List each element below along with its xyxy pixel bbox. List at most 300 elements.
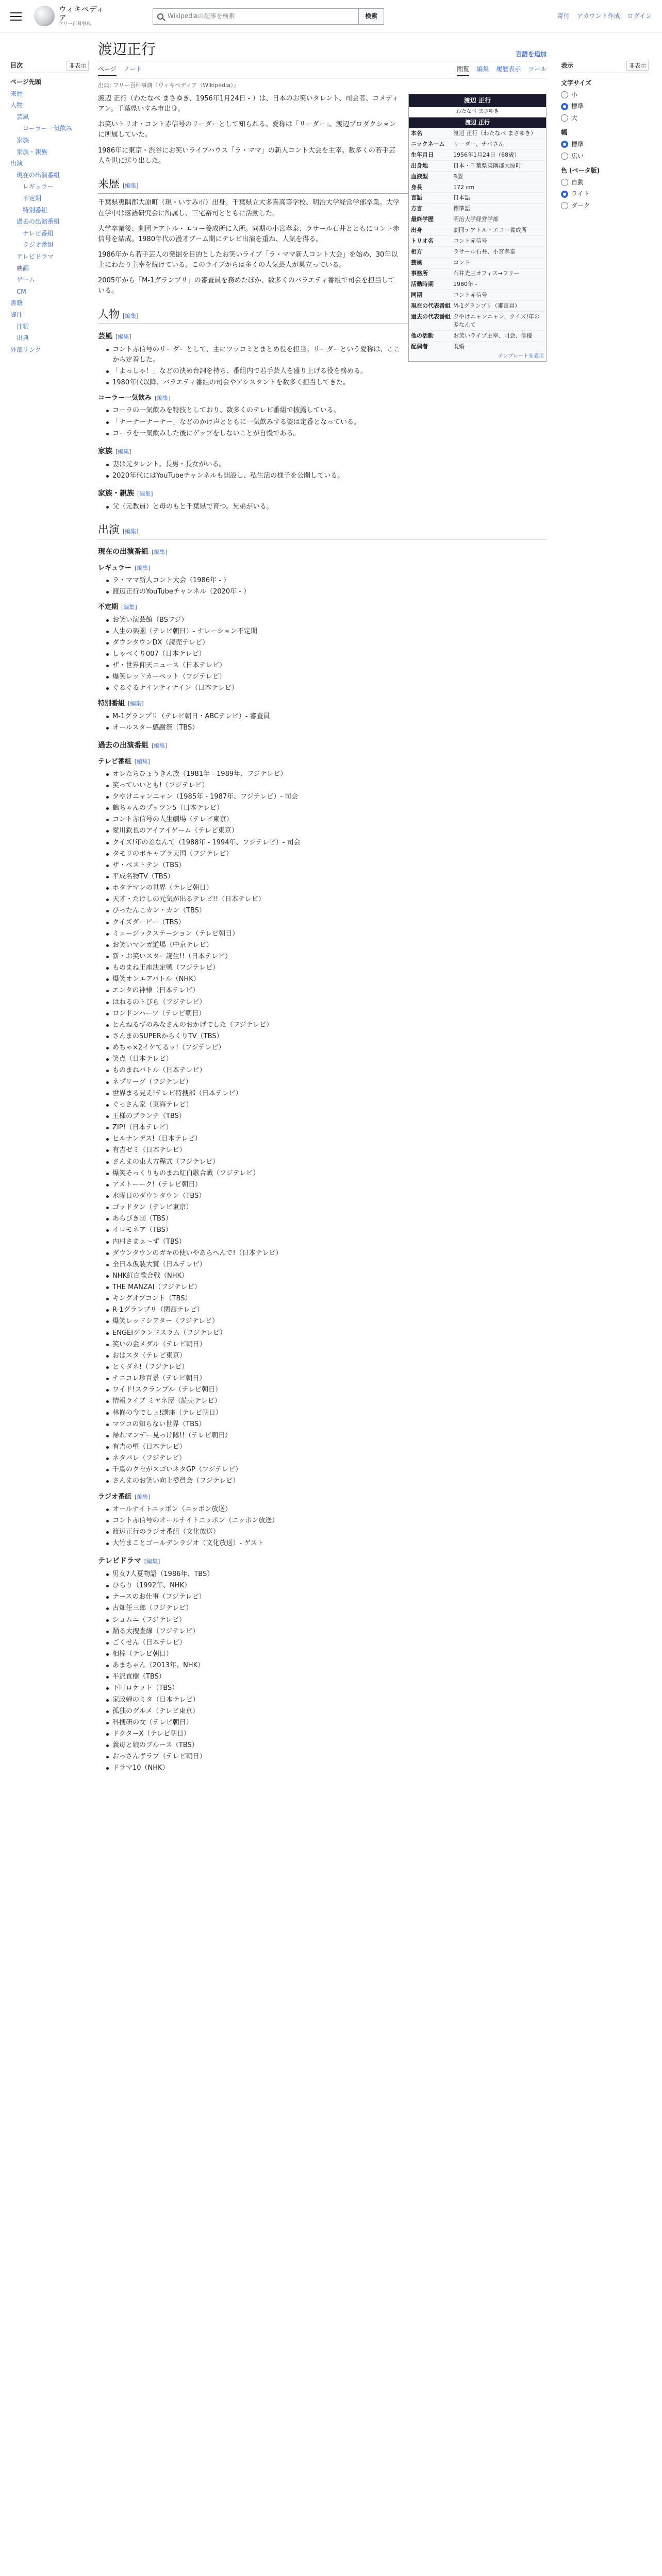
- search-input[interactable]: [153, 8, 359, 25]
- list-item: 相棒（テレビ朝日）: [106, 1649, 547, 1659]
- irregular-heading: [98, 602, 547, 613]
- lead-paragraph-2: お笑いトリオ・コント赤信号のリーダーとして知られる。愛称は「リーダー」。渡辺プロダクションに所属していた。: [98, 121, 396, 139]
- article-main: [89, 33, 547, 1778]
- list-item: 古畑任三郎（フジテレビ）: [106, 1603, 547, 1614]
- infobox-key: 芸風: [411, 259, 422, 266]
- toc-item-10[interactable]: 不定期: [23, 194, 42, 202]
- infobox-value: 既婚: [453, 343, 465, 350]
- edit-link-text[interactable]: 編集: [137, 564, 148, 571]
- infobox-row: [409, 268, 546, 279]
- kazoku-heading-text: 家族: [98, 447, 112, 455]
- list-item: おっさんずラブ（テレビ朝日）: [106, 1752, 547, 1762]
- infobox-key: 現在の代表番組: [411, 302, 451, 309]
- current-heading: [98, 547, 547, 558]
- list-item: 「ナーナーナーナー」などのかけ声とともに一気飲みする姿は定番となっている。: [106, 417, 547, 428]
- radio-button[interactable]: [561, 152, 568, 160]
- cola-list: [106, 405, 547, 438]
- infobox-value: 渡辺 正行（わたなべ まさゆき）: [453, 129, 536, 137]
- list-item: 情報ライブ ミヤネ屋（読売テレビ）: [106, 1396, 547, 1406]
- section-paragraph: 大学卒業後、劇団テアトル・エコー養成所に入所。同期の小宮孝泰、ラサール石井とともにコント赤信号を結成。1980年代の漫才ブーム期にテレビ出演を重ね、人気を得る。: [98, 225, 400, 243]
- width-option-0[interactable]: [561, 140, 649, 149]
- infobox-key: 同期: [411, 291, 422, 298]
- list-item: ナースのお仕事（フジテレビ）: [106, 1592, 547, 1602]
- radio-label: 広い: [571, 152, 584, 160]
- list-item: ぐっさん家（東海テレビ）: [106, 1100, 547, 1110]
- regular-heading-text: レギュラー: [98, 564, 132, 572]
- list-item: 全日本仮装大賞（日本テレビ）: [106, 1260, 547, 1270]
- toc-hide-button[interactable]: 非表示: [67, 61, 89, 71]
- drama-heading: [98, 1556, 547, 1567]
- list-item: お笑い演芸館（BSフジ）: [106, 615, 547, 625]
- infobox-key: 本名: [411, 129, 422, 137]
- list-item: とんねるずのみなさんのおかげでした（フジテレビ）: [106, 1020, 547, 1030]
- list-item: 妻は元タレント。長男・長女がいる。: [106, 460, 547, 470]
- infobox-value: 石井光三オフィス→フリー: [453, 270, 520, 277]
- list-item: お笑いマンガ道場（中京テレビ）: [106, 940, 547, 951]
- infobox: [408, 94, 547, 362]
- shinzoku-heading: [98, 488, 547, 500]
- list-item: 千鳥のクセがスゴいネタGP（フジテレビ）: [106, 1465, 547, 1475]
- list-item: ラ・ママ新人コント大会（1986年 - ）: [106, 575, 547, 586]
- edit-link-text[interactable]: 編集: [154, 549, 166, 556]
- radio-label: ライト: [571, 190, 590, 198]
- list-item: とくダネ!（フジテレビ）: [106, 1362, 547, 1372]
- person-heading-text: 人物: [98, 308, 120, 320]
- list-item: 男女7人夏物語（1986年、TBS）: [106, 1569, 547, 1580]
- radio-label: 小: [571, 91, 578, 98]
- list-item: 内村さまぁ〜ず（TBS）: [106, 1237, 547, 1247]
- edit-link[interactable]: [編集]: [155, 395, 171, 402]
- edit-link[interactable]: [編集]: [152, 742, 168, 749]
- list-item: 天才・たけしの元気が出るテレビ!!（日本テレビ）: [106, 894, 547, 905]
- list-item: ザ・世界仰天ニュース（日本テレビ）: [106, 660, 547, 671]
- color-option-0[interactable]: [561, 178, 649, 188]
- infobox-key: 出身: [411, 227, 422, 234]
- list-item: めちゃ×2イケてるッ!（フジテレビ）: [106, 1043, 547, 1053]
- cola-heading-text: コーラー一気飲み: [98, 394, 152, 402]
- page-tabs: [98, 61, 547, 79]
- toc-item-13[interactable]: テレビ番組: [23, 229, 54, 237]
- radio-label: 標準: [571, 141, 584, 148]
- user-links: [557, 11, 652, 21]
- logo-title: ウィキペディア: [58, 5, 104, 23]
- toc-item-17[interactable]: ゲーム: [16, 276, 36, 284]
- infobox-key: 活動時期: [411, 280, 434, 287]
- toc-item-9[interactable]: レギュラー: [23, 183, 54, 191]
- search-placeholder: Wikipediaの記事を検索: [168, 12, 235, 20]
- edit-link[interactable]: [編集]: [121, 604, 137, 611]
- list-item: オレたちひょうきん族（1981年 - 1989年、フジテレビ）: [106, 769, 547, 779]
- infobox-row: [409, 290, 546, 300]
- radio-heading: [98, 1492, 547, 1502]
- edit-link[interactable]: [編集]: [135, 564, 151, 571]
- infobox-value: 明治大学経営学部: [453, 216, 499, 223]
- list-item: 爆笑レッドカーペット（フジテレビ）: [106, 672, 547, 682]
- drama-list: [106, 1569, 547, 1774]
- source-note: 出典: フリー百科事典『ウィキペディア（Wikipedia）』: [98, 81, 239, 89]
- user-link-0[interactable]: 寄付: [557, 12, 570, 20]
- infobox-value: ラサール石井、小宮孝泰: [453, 248, 516, 256]
- list-item: ドクターX（テレビ朝日）: [106, 1729, 547, 1739]
- past-heading-text: 過去の出演番組: [98, 741, 148, 750]
- list-item: ENGEIグランドスラム（フジテレビ）: [106, 1328, 547, 1338]
- infobox-key: 血液型: [411, 173, 428, 180]
- list-item: 渡辺正行のラジオ番組（文化放送）: [106, 1527, 547, 1537]
- kazoku-list: [106, 460, 547, 481]
- list-item: 笑っていいとも!（フジテレビ）: [106, 781, 547, 791]
- edit-link[interactable]: [編集]: [144, 1558, 160, 1565]
- list-item: さんまのSUPERからくりTV（TBS）: [106, 1031, 547, 1042]
- wikipedia-globe-icon: [34, 6, 55, 26]
- appearance-panel: [561, 33, 649, 1778]
- list-item: ワイド!スクランブル（テレビ朝日）: [106, 1385, 547, 1395]
- past-heading: [98, 740, 547, 752]
- list-item: ネタパレ（フジテレビ）: [106, 1453, 547, 1464]
- special-heading: [98, 699, 547, 709]
- list-item: ZIP!（日本テレビ）: [106, 1123, 547, 1133]
- list-item: ものまねバトル（日本テレビ）: [106, 1065, 547, 1076]
- radio-label: ダーク: [571, 201, 590, 209]
- user-link-1[interactable]: アカウント作成: [576, 12, 620, 20]
- list-item: ドラマ10（NHK）: [106, 1763, 547, 1773]
- list-item: ダウンタウンのガキの使いやあらへんで!（日本テレビ）: [106, 1248, 547, 1259]
- list-item: オールスター感謝祭（TBS）: [106, 723, 547, 733]
- appearances-heading-text: 出演: [98, 523, 120, 536]
- infobox-value: リーダー、ナベさん: [453, 140, 504, 147]
- list-item: ゴッドタン（テレビ東京）: [106, 1202, 547, 1213]
- infobox-row: [409, 203, 546, 214]
- list-item: 帰れマンデー見っけ隊!!（テレビ朝日）: [106, 1431, 547, 1441]
- text-size-label: 文字サイズ: [561, 79, 592, 87]
- edit-link[interactable]: [編集]: [134, 758, 151, 765]
- list-item: 世界まる見え!テレビ特捜部（日本テレビ）: [106, 1089, 547, 1099]
- infobox-value: 日本語: [453, 194, 470, 201]
- toc-item-3[interactable]: 芸風: [16, 113, 29, 121]
- infobox-key: トリオ名: [411, 238, 434, 245]
- list-item: 下町ロケット（TBS）: [106, 1683, 547, 1693]
- width-option-1[interactable]: [561, 151, 649, 161]
- edit-link[interactable]: [編集]: [123, 182, 139, 189]
- infobox-row: [409, 128, 546, 139]
- lead-paragraph-3: 1986年に東京・渋谷にお笑いライブハウス「ラ・ママ」の新人コント大会を主宰。数多くの若手芸人を世に送り出した。: [98, 146, 395, 165]
- toc-item-6[interactable]: 家族・親族: [16, 148, 48, 156]
- toc-item-21[interactable]: 注釈: [16, 323, 29, 330]
- infobox-key: 相方: [411, 248, 422, 256]
- list-item: 水曜日のダウンタウン（TBS）: [106, 1191, 547, 1201]
- list-item: 爆笑オンエアバトル（NHK）: [106, 974, 547, 985]
- edit-link-text[interactable]: 編集: [130, 700, 142, 707]
- edit-link-text[interactable]: 編集: [154, 742, 166, 749]
- infobox-key: 最終学歴: [411, 216, 434, 223]
- infobox-row: [409, 279, 546, 290]
- edit-link[interactable]: [編集]: [115, 448, 131, 455]
- edit-link-text[interactable]: 編集: [123, 604, 135, 611]
- add-language-button[interactable]: 言語を追加: [515, 50, 547, 58]
- toc-item-19[interactable]: 書籍: [10, 299, 23, 307]
- list-item: 笑点（日本テレビ）: [106, 1054, 547, 1064]
- infobox-key: 配偶者: [411, 343, 428, 350]
- infobox-row: [409, 149, 546, 160]
- site-logo[interactable]: [34, 5, 111, 27]
- infobox-row: [409, 311, 546, 330]
- edit-link-text[interactable]: 編集: [146, 1558, 158, 1565]
- list-item: 笑いの金メダル（テレビ朝日）: [106, 1340, 547, 1350]
- shinzoku-heading-text: 家族・親族: [98, 489, 134, 498]
- toc-item-15[interactable]: テレビドラマ: [16, 252, 54, 260]
- list-item: マツコの知らない世界（TBS）: [106, 1419, 547, 1430]
- toc-item-1[interactable]: 来歴: [10, 90, 23, 97]
- list-item: 有吉ゼミ（日本テレビ）: [106, 1145, 547, 1156]
- radio-button[interactable]: [561, 114, 568, 122]
- search-icon: [157, 13, 163, 20]
- infobox-section: 渡辺 正行: [409, 117, 546, 128]
- toc-item-12[interactable]: 過去の出演番組: [16, 218, 60, 226]
- infobox-key: 過去の代表番組: [411, 313, 451, 320]
- menu-icon[interactable]: [10, 12, 22, 21]
- edit-link-text[interactable]: 編集: [139, 490, 151, 497]
- infobox-value: 夕やけニャンニャン、クイズ!年の差なんて: [453, 313, 540, 328]
- radio-button[interactable]: [561, 91, 568, 98]
- edit-link[interactable]: [編集]: [123, 312, 139, 319]
- toc-item-18[interactable]: CM: [16, 287, 26, 295]
- list-item: ショムニ（フジテレビ）: [106, 1615, 547, 1625]
- regular-heading: [98, 563, 547, 573]
- list-item: 王様のブランチ（TBS）: [106, 1111, 547, 1122]
- list-item: ぐるぐるナインティナイン（日本テレビ）: [106, 683, 547, 693]
- toc-sidebar: [10, 33, 89, 1778]
- tab-left-1[interactable]: ノート: [123, 65, 142, 73]
- infobox-value: 日本・千葉県夷隅郡大原町: [453, 162, 521, 169]
- list-item: はねるのトびら（フジテレビ）: [106, 997, 547, 1008]
- list-item: さんまの東大方程式（フジテレビ）: [106, 1157, 547, 1167]
- list-item: キングオブコント（TBS）: [106, 1294, 547, 1304]
- list-item: ロンドンハーツ（テレビ朝日）: [106, 1009, 547, 1019]
- infobox-row: [409, 171, 546, 182]
- tv-heading-text: テレビ番組: [98, 757, 131, 766]
- page-title: 渡辺正行: [98, 41, 156, 58]
- shinzoku-list: [106, 502, 547, 512]
- radio-heading-text: ラジオ番組: [98, 1493, 132, 1501]
- infobox-value: コント: [453, 259, 470, 266]
- edit-link-text[interactable]: 編集: [137, 758, 148, 765]
- infobox-row: [409, 330, 546, 341]
- geifu-list: [106, 345, 547, 388]
- search-form: [153, 8, 384, 25]
- lead-paragraph: 渡辺 正行（わたなべ まさゆき、1956年1月24日 - ）は、日本のお笑いタレント、司会者、コメディアン。千葉県いすみ市出身。: [98, 95, 399, 113]
- list-item: あらびき団（TBS）: [106, 1214, 547, 1224]
- section-paragraph: 千葉県夷隅郡大原町（現・いすみ市）出身。千葉県立大多喜高等学校、明治大学経営学部卒業。大学在学中は落語研究会に所属し、三宅裕司とともに活動した。: [98, 199, 400, 217]
- special-list: [106, 711, 547, 733]
- list-item: ダウンタウンDX（読売テレビ）: [106, 638, 547, 648]
- width-label: 幅: [561, 129, 568, 137]
- list-item: あまちゃん（2013年、NHK）: [106, 1660, 547, 1671]
- toc-item-2[interactable]: 人物: [10, 101, 23, 109]
- infobox-row: [409, 214, 546, 225]
- infobox-key: 事務所: [411, 270, 428, 277]
- toc-item-0[interactable]: ページ先頭: [10, 78, 41, 86]
- infobox-row: [409, 160, 546, 171]
- radio-button[interactable]: [561, 141, 568, 148]
- list-item: 義母と娘のブルース（TBS）: [106, 1740, 547, 1751]
- edit-link[interactable]: [編集]: [115, 333, 131, 341]
- tab-right-1[interactable]: 編集: [476, 65, 489, 73]
- list-item: さんまのお笑い向上委員会（フジテレビ）: [106, 1476, 547, 1486]
- user-link-2[interactable]: ログイン: [627, 12, 652, 20]
- list-item: 父（元教員）と母のもと千葉県で育つ。兄弟がいる。: [106, 502, 547, 512]
- infobox-value: 1956年1月24日（68歳）: [453, 151, 520, 158]
- color-option-2[interactable]: [561, 201, 649, 211]
- radio-button[interactable]: [561, 191, 568, 198]
- color-label: 色 (ベータ版): [561, 167, 600, 175]
- list-item: ミュージックステーション（テレビ朝日）: [106, 929, 547, 939]
- section-paragraph: 2005年から「M-1グランプリ」の審査員を務めたほか、数多くのバラエティ番組で司会を担当している。: [98, 277, 395, 295]
- article-content: [98, 94, 547, 1773]
- text-size-option-0[interactable]: [561, 90, 649, 100]
- radio-list: [106, 1504, 547, 1549]
- infobox-value: B型: [453, 173, 463, 180]
- edit-link-text[interactable]: 編集: [157, 395, 169, 402]
- list-item: クイズダービー（TBS）: [106, 918, 547, 928]
- edit-link-text[interactable]: 編集: [118, 333, 129, 341]
- geifu-heading-text: 芸風: [98, 332, 112, 341]
- list-item: コーラの一気飲みを特技としており、数多くのテレビ番組で披露している。: [106, 405, 547, 416]
- infobox-key: 言語: [411, 194, 422, 201]
- list-item: 2020年代にはYouTubeチャンネルも開設し、私生活の様子を公開している。: [106, 471, 547, 481]
- list-item: 林修の今でしょ!講座（テレビ朝日）: [106, 1408, 547, 1418]
- cola-heading: [98, 393, 547, 403]
- list-item: アメトーーク!（テレビ朝日）: [106, 1180, 547, 1190]
- radio-button[interactable]: [561, 179, 568, 186]
- infobox-row: [409, 182, 546, 193]
- list-item: イロモネア（TBS）: [106, 1225, 547, 1235]
- edit-link-text[interactable]: 編集: [125, 312, 137, 319]
- infobox-value: 172 cm: [453, 183, 475, 191]
- infobox-row: [409, 192, 546, 203]
- toc-item-20[interactable]: 脚注: [10, 311, 23, 318]
- infobox-key: 出身地: [411, 162, 428, 169]
- list-item: コント赤信号の人生劇場（テレビ東京）: [106, 815, 547, 825]
- edit-link[interactable]: [編集]: [123, 528, 139, 535]
- infobox-value: 標準語: [453, 205, 470, 212]
- kazoku-heading: [98, 446, 547, 457]
- infobox-value: お笑いライブ主宰、司会、俳優: [453, 332, 533, 339]
- radio-button[interactable]: [561, 202, 568, 209]
- list-item: 「よっしゃ！」などの決め台詞を持ち、番組内で若手芸人を盛り上げる役を務める。: [106, 366, 547, 377]
- list-item: コーラを一気飲みした後にゲップをしないことが自慢である。: [106, 429, 547, 439]
- edit-link[interactable]: [編集]: [128, 700, 144, 707]
- tab-right-0[interactable]: 閲覧: [457, 64, 469, 76]
- toc-item-4[interactable]: コーラー一気飲み: [23, 125, 73, 132]
- color-option-1[interactable]: [561, 189, 649, 199]
- infobox-key: 他の活動: [411, 332, 434, 339]
- edit-link[interactable]: [編集]: [152, 549, 168, 556]
- infobox-key: ニックネーム: [411, 140, 445, 147]
- edit-link-text[interactable]: 編集: [125, 528, 137, 535]
- appearance-title: 表示: [561, 62, 574, 69]
- text-size-option-1[interactable]: [561, 101, 649, 111]
- edit-link[interactable]: [編集]: [135, 1493, 151, 1500]
- list-item: 新・お笑いスター誕生!!（日本テレビ）: [106, 952, 547, 962]
- list-item: 鶴ちゃんのプッツン5（日本テレビ）: [106, 803, 547, 814]
- toc-item-7[interactable]: 出演: [10, 160, 23, 167]
- appearance-header: [561, 61, 649, 73]
- tab-right-2[interactable]: 履歴表示: [496, 65, 521, 73]
- list-item: ネプリーグ（フジテレビ）: [106, 1077, 547, 1088]
- list-item: 愛川欽也のアイアイゲーム（テレビ東京）: [106, 826, 547, 836]
- infobox-value: 1980年 -: [453, 280, 477, 287]
- toc-item-5[interactable]: 家族: [16, 137, 29, 144]
- toc-item-11[interactable]: 特別番組: [23, 206, 48, 214]
- list-item: ナニコレ珍百景（テレビ朝日）: [106, 1374, 547, 1384]
- infobox-key: 身長: [411, 183, 422, 191]
- irregular-list: [106, 615, 547, 694]
- infobox-row: [409, 225, 546, 235]
- tv-list: [106, 769, 547, 1487]
- infobox-row: [409, 300, 546, 311]
- edit-link[interactable]: [編集]: [137, 490, 153, 497]
- current-heading-text: 現在の出演番組: [98, 548, 148, 556]
- list-item: 踊る大捜査線（フジテレビ）: [106, 1626, 547, 1637]
- list-item: コント赤信号のリーダーとして、主にツッコミとまとめ役を担当。リーダーという愛称は、ここから定着した。: [106, 345, 547, 365]
- list-item: 科捜研の女（テレビ朝日）: [106, 1718, 547, 1728]
- infobox-title: 渡辺 正行: [409, 94, 546, 107]
- toc-item-14[interactable]: ラジオ番組: [23, 241, 54, 249]
- list-item: 人生の楽園（テレビ朝日）- ナレーション不定期: [106, 626, 547, 637]
- infobox-row: [409, 139, 546, 149]
- infobox-value: M-1グランプリ（審査員）: [453, 302, 521, 309]
- list-item: しゃべくり007（日本テレビ）: [106, 649, 547, 659]
- radio-label: 自動: [571, 178, 584, 186]
- infobox-row: [409, 235, 546, 246]
- toc-item-8[interactable]: 現在の出演番組: [16, 171, 60, 179]
- appearances-heading: [98, 521, 547, 540]
- list-item: ごくせん（日本テレビ）: [106, 1638, 547, 1648]
- edit-link-text[interactable]: 編集: [137, 1493, 148, 1500]
- toc-item-23[interactable]: 外部リンク: [10, 346, 41, 353]
- tab-left-0[interactable]: ページ: [98, 64, 117, 76]
- list-item: ホタテマンの世界（テレビ朝日）: [106, 883, 547, 893]
- toc-title: 目次: [10, 62, 23, 69]
- search-button[interactable]: 検索: [359, 8, 384, 25]
- list-item: 半沢直樹（TBS）: [106, 1672, 547, 1682]
- list-item: 渡辺正行のYouTubeチャンネル（2020年 - ）: [106, 587, 547, 597]
- irregular-heading-text: 不定期: [98, 603, 119, 612]
- infobox-key: 方言: [411, 205, 422, 212]
- list-item: コント赤信号のオールナイトニッポン（ニッポン放送）: [106, 1516, 547, 1526]
- list-item: 孤独のグルメ（テレビ東京）: [106, 1706, 547, 1717]
- toc-item-22[interactable]: 出典: [16, 334, 29, 342]
- text-size-option-2[interactable]: [561, 113, 649, 123]
- list-item: 有吉の壁（日本テレビ）: [106, 1442, 547, 1452]
- list-item: THE MANZAI（フジテレビ）: [106, 1282, 547, 1293]
- edit-link-text[interactable]: 編集: [125, 182, 137, 189]
- edit-link-text[interactable]: 編集: [118, 448, 129, 455]
- radio-label: 大: [571, 114, 578, 122]
- infobox-row: [409, 257, 546, 268]
- list-item: R-1グランプリ（関西テレビ）: [106, 1305, 547, 1315]
- appearance-hide-button[interactable]: 非表示: [626, 61, 649, 71]
- toc-item-16[interactable]: 映画: [16, 264, 29, 272]
- infobox-value: コント赤信号: [453, 291, 487, 298]
- radio-button[interactable]: [561, 103, 568, 110]
- tab-right-3[interactable]: ツール: [528, 65, 547, 73]
- list-item: ぴったんこカン・カン（TBS）: [106, 906, 547, 916]
- template-link[interactable]: テンプレートを表示: [498, 353, 544, 359]
- list-item: 夕やけニャンニャン（1985年 - 1987年、フジテレビ）- 司会: [106, 792, 547, 802]
- radio-label: 標準: [571, 103, 584, 110]
- list-item: NHK紅白歌合戦（NHK）: [106, 1271, 547, 1281]
- infobox-subtitle: わたなべ まさゆき: [409, 107, 546, 117]
